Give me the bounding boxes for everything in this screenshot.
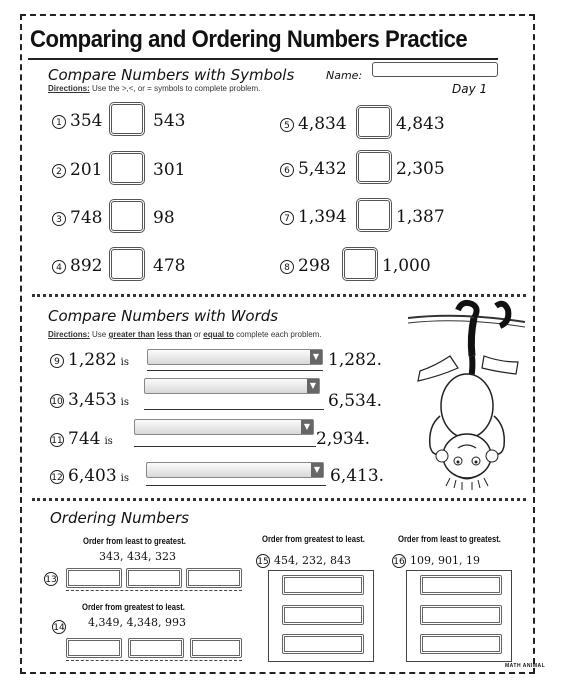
problem-number-badge: 7 — [280, 211, 294, 225]
problem-9-dropdown[interactable] — [147, 349, 323, 365]
answer-line — [134, 446, 316, 447]
problem-8-answer-box[interactable] — [342, 247, 378, 281]
monkey-illustration-icon — [400, 296, 530, 496]
day-label: Day 1 — [452, 82, 488, 96]
problem-16-answer-box-3[interactable] — [420, 634, 502, 654]
answer-line — [147, 370, 323, 371]
problem-11-b: 2,934. — [316, 429, 371, 449]
problem-number-badge: 12 — [50, 470, 64, 484]
problem-11-a: 11 744 is — [51, 429, 113, 449]
problem-3-b: 98 — [153, 208, 175, 228]
section2-directions: Directions: Use greater than less than or equal to complete each problem. — [48, 330, 322, 339]
section1-directions — [48, 84, 260, 93]
problem-number-badge: 6 — [280, 163, 294, 177]
problem-number-badge: 4 — [52, 260, 66, 274]
problem-13-numbers: 343, 434, 323 — [99, 550, 176, 563]
problem-number-badge: 8 — [280, 260, 294, 274]
problem-2-a: 2 201 — [52, 160, 102, 180]
problem-10-a: 10 3,453 is — [51, 390, 130, 410]
problem-1-b: 543 — [153, 111, 186, 131]
problem-15-numbers: 15 454, 232, 843 — [257, 554, 351, 567]
chevron-down-icon: ▼ — [310, 350, 322, 364]
problem-4-a: 4 892 — [52, 256, 102, 276]
problem-7-answer-box[interactable] — [356, 198, 392, 232]
problem-number-badge: 1 — [52, 115, 66, 129]
problem-11-dropdown[interactable] — [134, 419, 314, 435]
problem-16-numbers: 16 109, 901, 19 — [393, 554, 480, 567]
name-field[interactable] — [372, 62, 498, 77]
problem-15-answer-box-3[interactable] — [282, 634, 364, 654]
problem-number-badge: 13 — [44, 572, 58, 586]
problem-10-b: 6,534. — [328, 391, 383, 411]
section2-heading: Compare Numbers with Words — [48, 307, 279, 325]
problem-14-answer-box-3[interactable] — [190, 638, 242, 658]
problem-4-answer-box[interactable] — [109, 247, 145, 281]
problem-5-a: 5 4,834 — [280, 114, 347, 134]
worksheet-title: Comparing and Ordering Numbers Practice — [30, 26, 468, 53]
chevron-down-icon: ▼ — [301, 420, 313, 434]
problem-13-answer-box-2[interactable] — [126, 568, 182, 588]
section-divider — [32, 498, 526, 501]
problem-number-badge: 3 — [52, 212, 66, 226]
chevron-down-icon: ▼ — [307, 379, 319, 393]
problem-7-a: 7 1,394 — [280, 207, 347, 227]
problem-16-label: Order from least to greatest. — [398, 534, 501, 544]
section3-heading: Ordering Numbers — [50, 509, 189, 527]
problem-13-label: Order from least to greatest. — [83, 536, 186, 546]
answer-line — [66, 590, 242, 591]
name-label: Name: — [326, 69, 363, 82]
problem-14-numbers: 4,349, 4,348, 993 — [88, 616, 186, 629]
problem-3-answer-box[interactable] — [109, 199, 145, 233]
problem-5-b: 4,843 — [396, 114, 445, 134]
problem-8-b: 1,000 — [382, 256, 431, 276]
problem-3-a: 3 748 — [52, 208, 102, 228]
answer-line — [144, 409, 324, 410]
problem-number-badge: 5 — [280, 118, 294, 132]
problem-8-a: 8 298 — [280, 256, 330, 276]
problem-2-answer-box[interactable] — [109, 151, 145, 185]
problem-9-a: 9 1,282 is — [50, 350, 129, 370]
problem-14-label: Order from greatest to least. — [82, 602, 185, 612]
watermark: MATH ANIMAL — [505, 663, 546, 669]
problem-5-answer-box[interactable] — [356, 105, 392, 139]
problem-15-label: Order from greatest to least. — [262, 534, 365, 544]
chevron-down-icon: ▼ — [311, 463, 323, 477]
problem-6-a: 6 5,432 — [280, 159, 347, 179]
problem-10-dropdown[interactable] — [144, 378, 320, 394]
problem-4-b: 478 — [153, 256, 186, 276]
problem-12-a: 12 6,403 is — [51, 466, 130, 486]
problem-16-answer-box-1[interactable] — [420, 575, 502, 595]
problem-6-answer-box[interactable] — [356, 150, 392, 184]
answer-line — [66, 660, 242, 661]
problem-number-badge: 2 — [52, 164, 66, 178]
problem-13-answer-box-3[interactable] — [186, 568, 242, 588]
directions-text: Use the >,<, or = symbols to complete problem. — [92, 84, 261, 93]
problem-number-badge: 10 — [50, 394, 64, 408]
problem-9-b: 1,282. — [328, 350, 383, 370]
problem-6-b: 2,305 — [396, 159, 445, 179]
problem-number-badge: 14 — [52, 620, 66, 634]
problem-13-answer-box-1[interactable] — [66, 568, 122, 588]
problem-12-dropdown[interactable] — [146, 462, 324, 478]
problem-14-answer-box-1[interactable] — [66, 638, 122, 658]
problem-12-b: 6,413. — [330, 466, 385, 486]
answer-line — [146, 485, 326, 486]
problem-number-badge: 11 — [50, 433, 64, 447]
problem-number-badge: 9 — [50, 354, 64, 368]
problem-14-answer-box-2[interactable] — [128, 638, 184, 658]
problem-15-answer-box-2[interactable] — [282, 605, 364, 625]
section1-heading: Compare Numbers with Symbols — [48, 66, 295, 84]
problem-7-b: 1,387 — [396, 207, 445, 227]
problem-number-badge: 16 — [392, 554, 406, 568]
problem-2-b: 301 — [153, 160, 186, 180]
problem-1-answer-box[interactable] — [109, 102, 145, 136]
problem-1-a: 1 354 — [52, 111, 102, 131]
problem-number-badge: 15 — [256, 554, 270, 568]
problem-15-answer-box-1[interactable] — [282, 575, 364, 595]
title-underline — [28, 58, 498, 60]
directions-label: Directions: — [48, 84, 90, 93]
problem-16-answer-box-2[interactable] — [420, 605, 502, 625]
